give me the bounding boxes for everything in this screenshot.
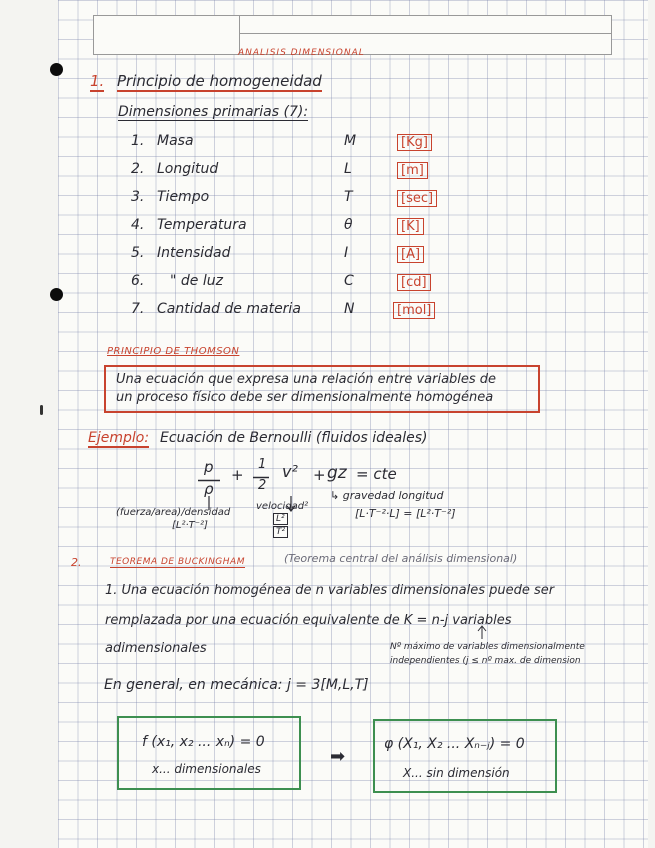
section1-number: 1.: [90, 72, 105, 90]
item-num: 1.: [131, 133, 145, 149]
box-left-equation: f (x₁, x₂ ... xₙ) = 0: [142, 734, 265, 750]
box-right-equation: φ (X₁, X₂ ... Xₙ₋ⱼ) = 0: [384, 736, 525, 752]
item-symbol: N: [344, 301, 355, 317]
item-symbol: L: [344, 161, 352, 177]
buckingham-line3: adimensionales: [105, 641, 207, 656]
example-label: Ejemplo:: [88, 430, 150, 446]
item-num: 7.: [131, 301, 145, 317]
note-gravity-dim: [L·T⁻²·L] = [L²·T⁻²]: [355, 507, 456, 520]
note-line2: independientes (j ≤ nº max. de dimension: [390, 656, 581, 666]
item-unit: [A]: [397, 246, 424, 263]
item-name: Masa: [157, 133, 194, 149]
item-symbol: C: [344, 273, 354, 289]
item-name: " de luz: [170, 273, 223, 289]
arrow-icon: ➡: [330, 746, 346, 767]
note-velocity: velocidad²: [256, 501, 309, 512]
item-symbol: θ: [344, 217, 353, 233]
eq-pressure: p: [204, 458, 214, 476]
item-unit: [K]: [397, 218, 424, 235]
section1-heading: Principio de homogeneidad: [117, 72, 322, 90]
eq-half-den: 2: [258, 478, 267, 493]
note-velocity-den: T²: [273, 526, 288, 538]
item-num: 4.: [131, 217, 145, 233]
buckingham-line1: 1. Una ecuación homogénea de n variables dimensionales puede ser: [105, 583, 555, 598]
note-pressure: (fuerza/area)/densidad: [116, 507, 231, 518]
item-symbol: T: [344, 189, 353, 205]
thomson-line1: Una ecuación que expresa una relación entre variables de: [116, 372, 497, 387]
page-title: ANALISIS DIMENSIONAL: [238, 48, 365, 58]
note-gravity: ↳ gravedad longitud: [330, 489, 444, 502]
item-name: Intensidad: [157, 245, 231, 261]
item-num: 3.: [131, 189, 145, 205]
eq-rhs: = cte: [356, 465, 397, 483]
buckingham-line2: remplazada por una ecuación equivalente de K = n-j variables: [105, 613, 512, 628]
section2-subtitle: (Teorema central del análisis dimensional): [284, 552, 518, 565]
item-unit: [cd]: [397, 274, 431, 291]
item-num: 2.: [131, 161, 145, 177]
dimensional-equation-box: [117, 716, 301, 790]
eq-gravity-height: gz: [327, 463, 347, 483]
item-name: Tiempo: [157, 189, 210, 205]
item-name: Temperatura: [157, 217, 247, 233]
item-name: Cantidad de materia: [157, 301, 301, 317]
binder-hole-middle: [50, 288, 63, 301]
eq-plus: +: [313, 466, 326, 484]
section2-heading: TEOREMA DE BUCKINGHAM: [110, 557, 245, 567]
eq-plus: +: [231, 466, 244, 484]
item-unit: [Kg]: [397, 134, 432, 151]
item-unit: [mol]: [393, 302, 435, 319]
section1-subheading: Dimensiones primarias (7):: [118, 104, 309, 120]
binder-hole-top: [50, 63, 63, 76]
thomson-line2: un proceso físico debe ser dimensionalmente homogénea: [116, 390, 494, 405]
eq-density: ρ: [204, 480, 214, 498]
item-symbol: M: [344, 133, 357, 149]
dimensionless-equation-box: [373, 719, 557, 793]
eq-velocity: v²: [282, 462, 298, 481]
item-num: 5.: [131, 245, 145, 261]
note-arrow: [476, 625, 488, 641]
general-statement: En general, en mecánica: j = 3[M,L,T]: [104, 677, 369, 693]
box-right-note: X... sin dimensión: [403, 766, 510, 780]
note-line1: Nº máximo de variables dimensionalmente: [390, 642, 585, 652]
eq-half-num: 1: [258, 457, 267, 472]
note-pressure-dim: [L²·T⁻²]: [172, 520, 208, 531]
item-unit: [m]: [397, 162, 428, 179]
example-text: Ecuación de Bernoulli (fluidos ideales): [160, 430, 428, 446]
thomson-heading: PRINCIPIO DE THOMSON: [107, 346, 240, 357]
item-name: Longitud: [157, 161, 219, 177]
item-symbol: I: [344, 245, 349, 261]
section2-number: 2.: [71, 556, 82, 569]
box-left-note: x... dimensionales: [152, 762, 261, 776]
page-edge-mark: [40, 405, 43, 415]
item-unit: [sec]: [397, 190, 437, 207]
item-num: 6.: [131, 273, 145, 289]
note-velocity-num: L²: [273, 513, 288, 525]
